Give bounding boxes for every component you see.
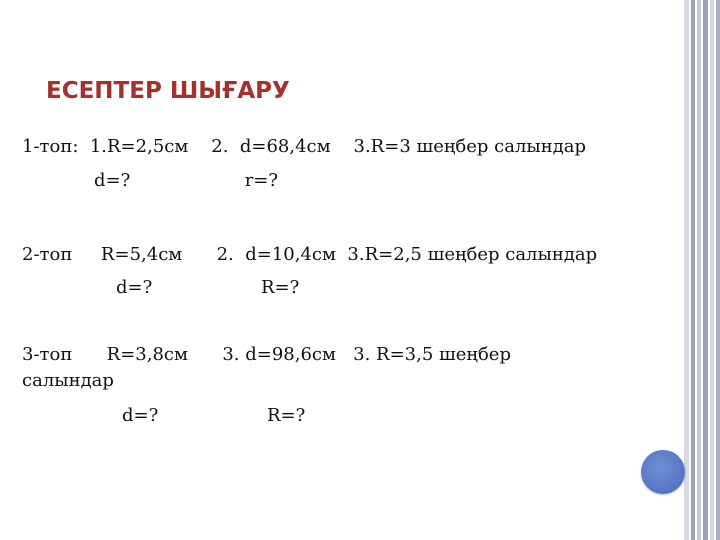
slide-title: ЕСЕПТЕР ШЫҒАРУ <box>46 78 290 104</box>
group-2-tasks: 2-топ R=5,4см 2. d=10,4см 3.R=2,5 шеңбер салындар <box>22 244 598 265</box>
stripe <box>684 0 689 540</box>
stripe <box>691 0 695 540</box>
decorative-circle <box>641 450 685 494</box>
group-3-tasks: 3-топ R=3,8см 3. d=98,6см 3. R=3,5 шеңбер <box>22 344 511 365</box>
stripe <box>710 0 714 540</box>
stripe <box>703 0 708 540</box>
group-2-questions: d=? R=? <box>116 277 300 298</box>
stripe <box>716 0 720 540</box>
group-1-questions: d=? r=? <box>94 170 279 191</box>
decorative-stripes <box>684 0 720 540</box>
group-1-tasks: 1-топ: 1.R=2,5см 2. d=68,4см 3.R=3 шеңбер салындар <box>22 136 587 157</box>
group-3-questions: d=? R=? <box>122 405 306 426</box>
group-3-tasks-continued: салындар <box>22 370 114 391</box>
stripe <box>697 0 701 540</box>
